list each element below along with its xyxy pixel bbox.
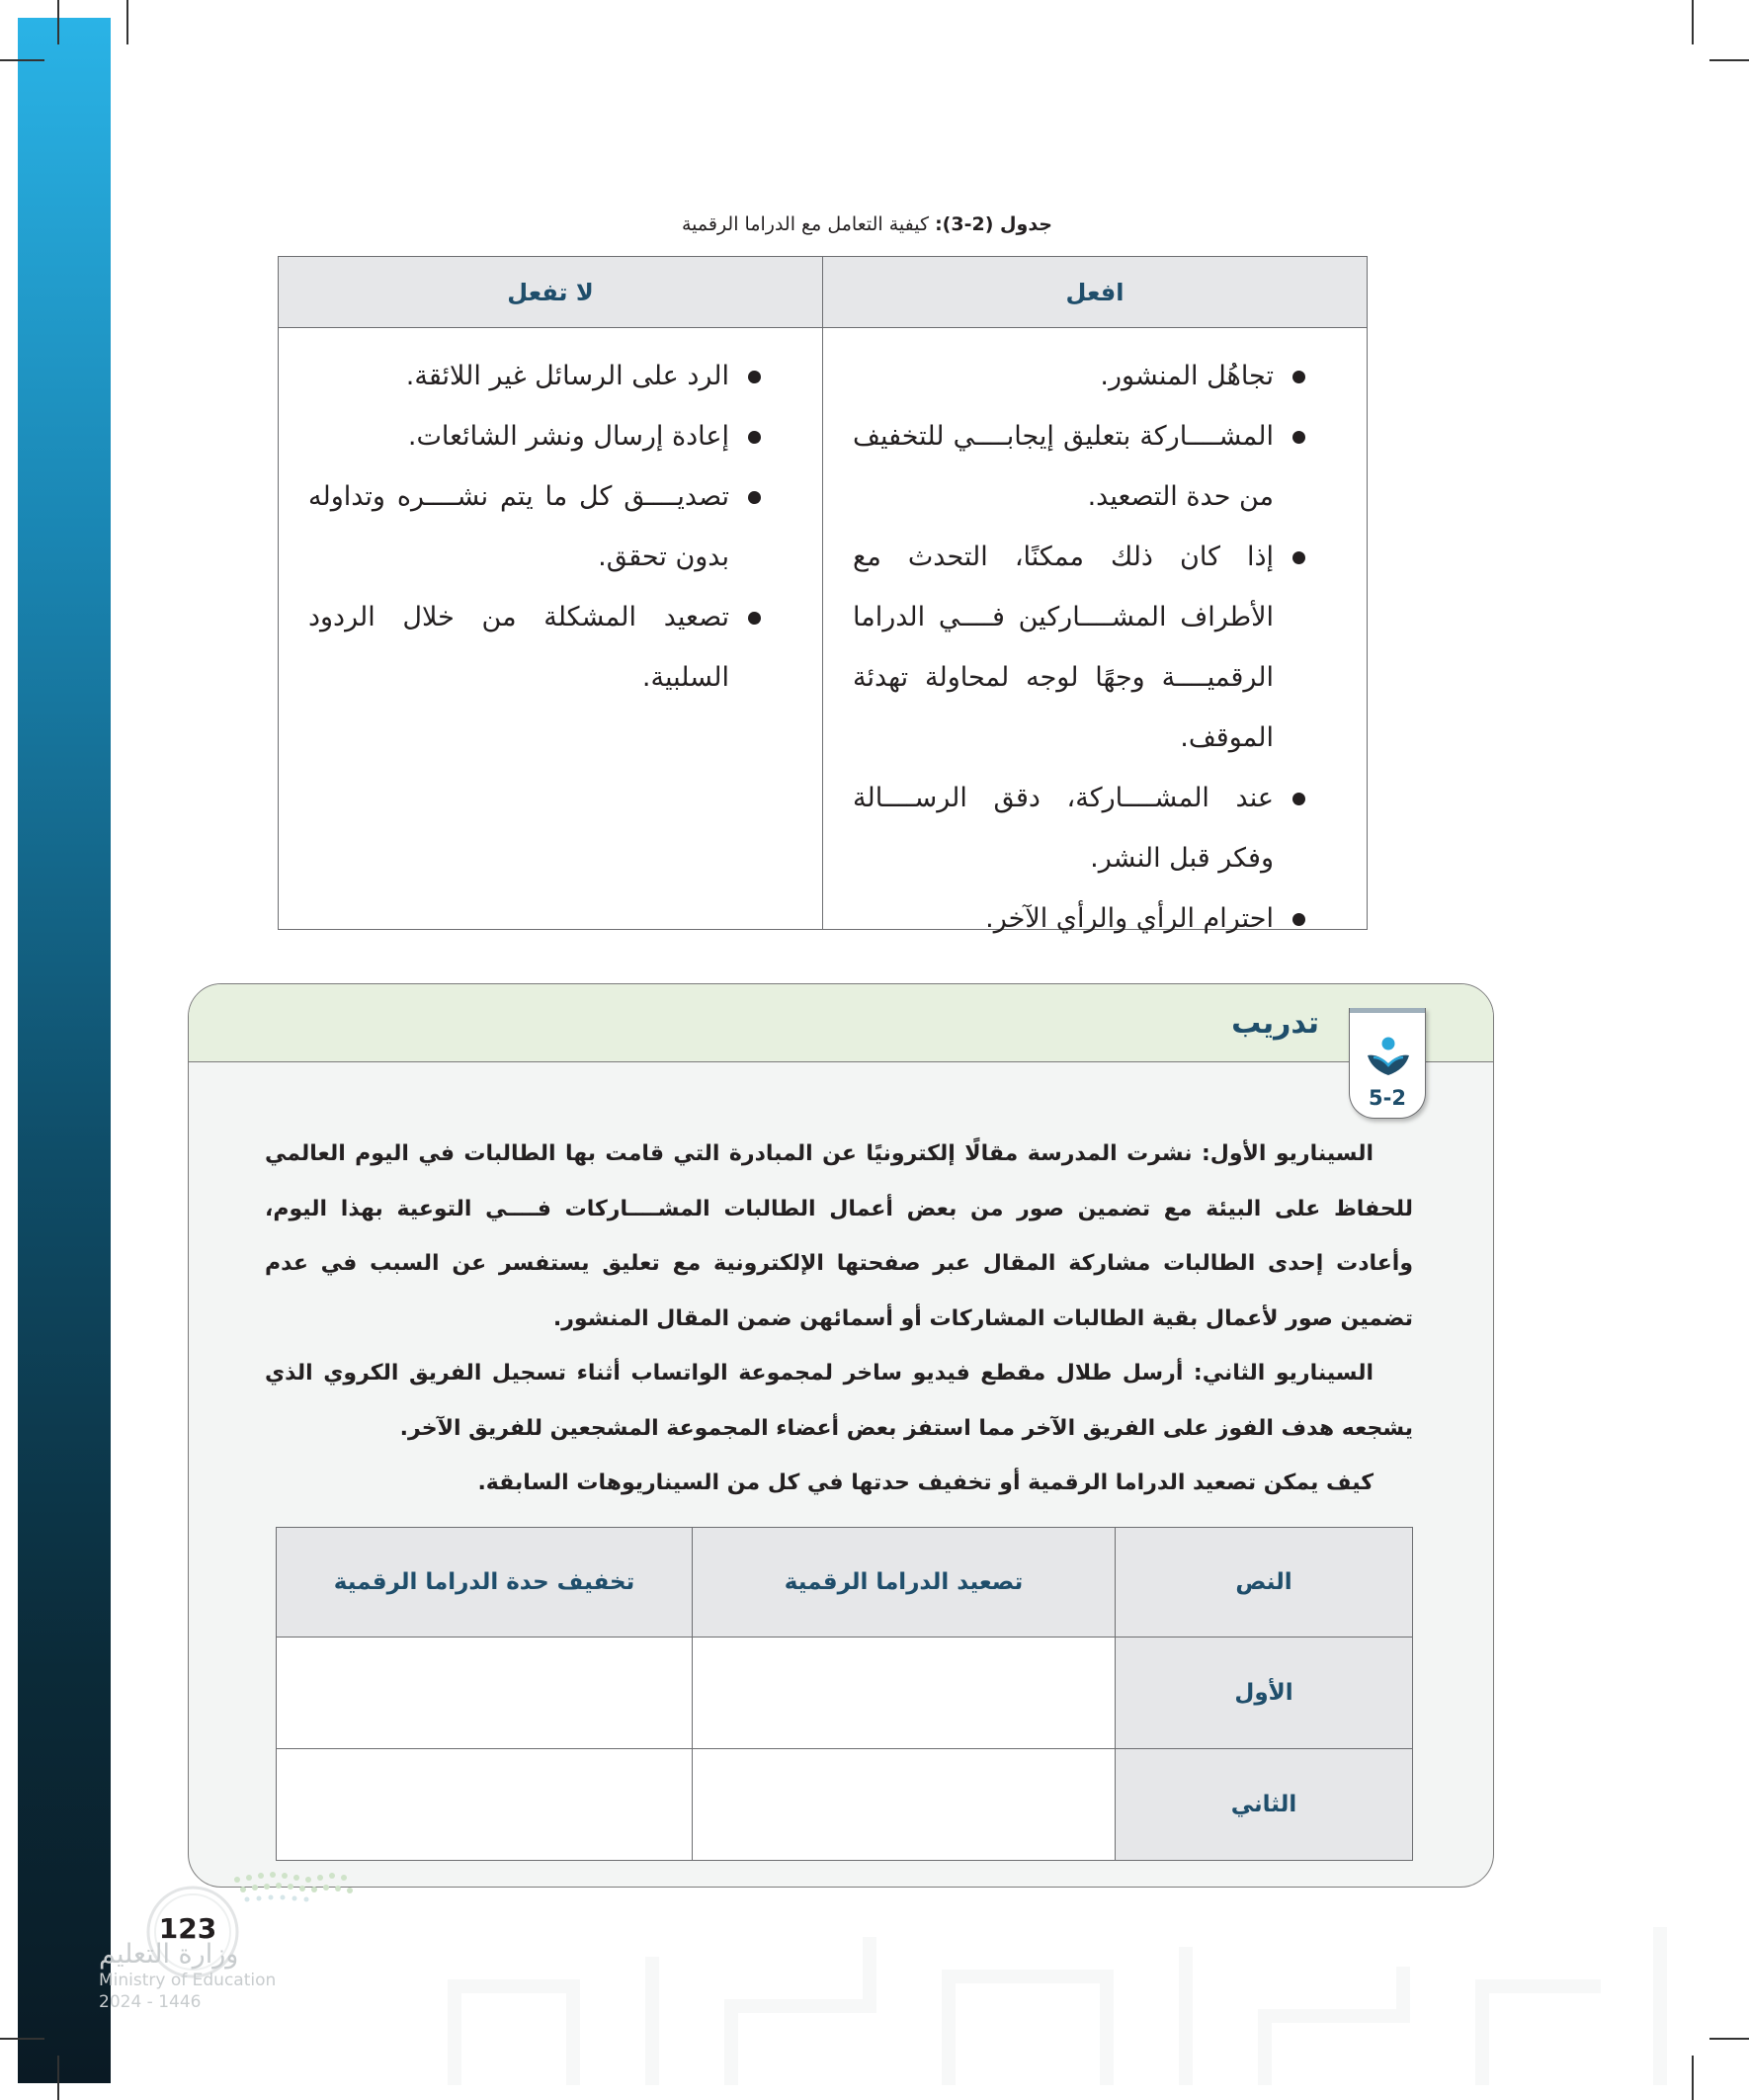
answer-cell[interactable]	[693, 1749, 1116, 1861]
badge-stripe	[1350, 1008, 1425, 1013]
header-text: النص	[1116, 1528, 1413, 1638]
watermark	[415, 1897, 1719, 2085]
badge-number: 5-2	[1369, 1086, 1406, 1110]
scenario-paragraph: السيناريو الأول: نشرت المدرسة مقالًا إلكترونيًا عن المبادرة التي قامت بها الطالبات في اليوم العالمي للحفاظ على البيئة مع تضمين صور من بعض أعمال الطالبات المشــــاركات فــــي التوعية بهذا اليوم، وأعادت إحدى الطالبات مشاركة المقال عبر صفحتها الإلكترونية مع تعليق يستفسر عن السبب في عدم تضمين صور لأعمال بقية الطالبات المشاركات أو أسمائهن ضمن المقال المنشور.	[265, 1141, 1413, 1331]
crop-mark	[1692, 0, 1694, 44]
table-row	[277, 1638, 1413, 1749]
training-title: تدريب	[1231, 1006, 1319, 1041]
row-label: الأول	[1116, 1638, 1413, 1749]
answer-cell[interactable]	[277, 1749, 693, 1861]
do-dont-table	[278, 256, 1368, 934]
crop-mark	[0, 2038, 44, 2040]
do-list	[853, 346, 1307, 949]
question-paragraph: كيف يمكن تصعيد الدراما الرقمية أو تخفيف حدتها في كل من السيناريوهات السابقة.	[477, 1470, 1374, 1495]
list-item: عند المشــــاركة، دقق الرســــالة وفكر قبل النشر.	[853, 768, 1307, 888]
table-header-row	[277, 1528, 1413, 1638]
do-header: افعل	[1065, 278, 1124, 306]
row-label: الثاني	[1116, 1749, 1413, 1861]
scenario-paragraph: السيناريو الثاني: أرسل طلال مقطع فيديو ساخر لمجموعة الواتساب أثناء تسجيل الفريق الكروي الذي يشجعه هدف الفوز على الفريق الآخر مما استفز بعض أعضاء المجموعة المشجعين للفريق الآخر.	[265, 1361, 1413, 1441]
ministry-name-ar: وزارة التعليم	[99, 1939, 239, 1970]
edition-year: 2024 - 1446	[99, 1992, 202, 2012]
table-row	[277, 1749, 1413, 1861]
training-badge	[1349, 1008, 1426, 1119]
exercise-table	[276, 1527, 1413, 1861]
list-item: تصعيد المشكلة من خلال الردود السلبية.	[308, 587, 763, 708]
answer-cell[interactable]	[277, 1638, 693, 1749]
list-item: تصديــــق كل ما يتم نشــــره وتداوله بدون تحقق.	[308, 466, 763, 587]
list-item: إذا كان ذلك ممكنًا، التحدث مع الأطراف المشــــاركين فــــي الدراما الرقميــــة وجهًا لوجه لمحاولة تهدئة الموقف.	[853, 527, 1307, 768]
reader-icon	[1366, 1034, 1411, 1079]
list-item: تجاهُل المنشور.	[853, 346, 1307, 406]
header-escalate: تصعيد الدراما الرقمية	[693, 1528, 1116, 1638]
list-item: احترام الرأي والرأي الآخر.	[853, 888, 1307, 949]
page-number: 123	[158, 1912, 217, 1945]
crop-mark	[57, 0, 59, 44]
header-deescalate: تخفيف حدة الدراما الرقمية	[277, 1528, 693, 1638]
crop-mark	[0, 59, 44, 61]
crop-mark	[57, 2056, 59, 2100]
list-item: المشــــارکة بتعليق إيجابــــي للتخفيف من حدة التصعيد.	[853, 406, 1307, 527]
table-caption: جدول (2-3): كيفية التعامل مع الدراما الرقمية	[681, 213, 1052, 235]
table-body-row	[279, 328, 1367, 934]
crop-mark	[1709, 59, 1749, 61]
answer-cell[interactable]	[693, 1638, 1116, 1749]
side-color-bar	[18, 18, 111, 2083]
list-item: الرد على الرسائل غير اللائقة.	[308, 346, 763, 406]
ministry-name-en: Ministry of Education	[99, 1971, 277, 1990]
scenarios-text	[265, 1127, 1413, 1511]
do-column	[823, 328, 1367, 934]
dont-header: لا تفعل	[279, 257, 823, 327]
table-header-row	[279, 257, 1367, 328]
crop-mark	[126, 0, 128, 44]
list-item: إعادة إرسال ونشر الشائعات.	[308, 406, 763, 466]
dont-list	[308, 346, 763, 708]
dont-column	[279, 328, 823, 930]
